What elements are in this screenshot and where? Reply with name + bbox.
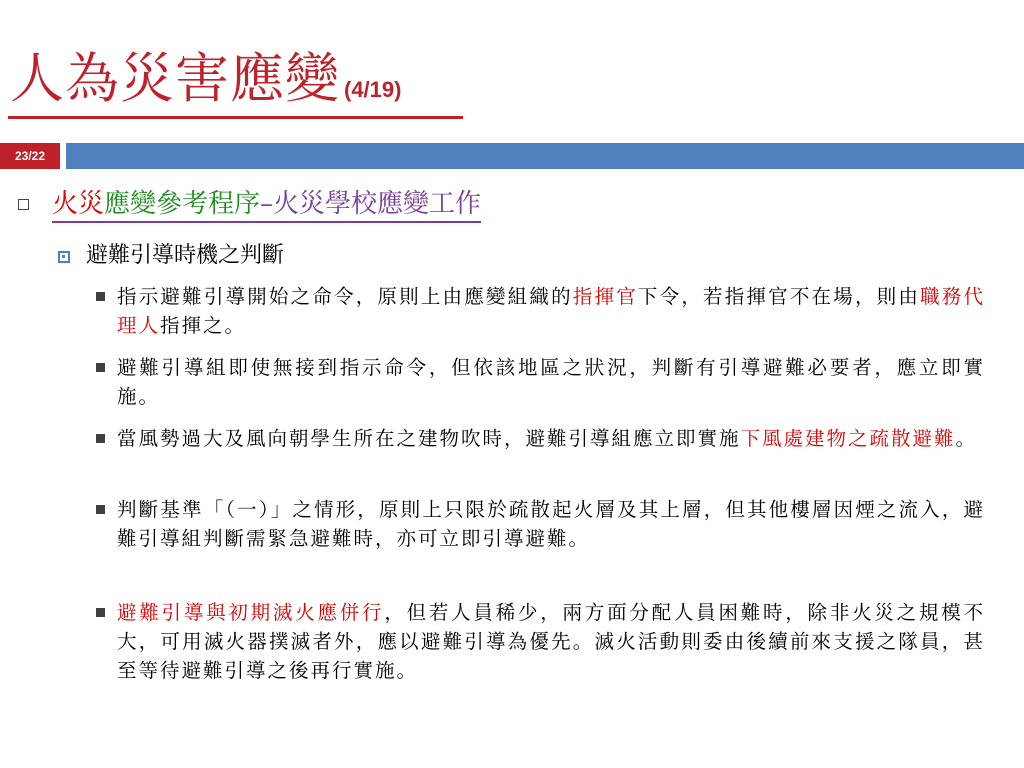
item-text-1: 指示避難引導開始之命令，原則上由應變組織的 <box>117 285 573 308</box>
filled-square-bullet-icon <box>96 292 105 301</box>
title-number: (4/19) <box>344 77 402 102</box>
list-item <box>96 598 986 685</box>
level1-text <box>52 188 481 223</box>
page-number-bar <box>0 143 60 169</box>
item-text: 當風勢過大及風向朝學生所在之建物吹時，避難引導組應立即實施 <box>117 427 741 450</box>
list-item-text <box>117 424 985 453</box>
list-item-text <box>117 598 985 685</box>
level2-text: 避難引導時機之判斷 <box>86 243 285 268</box>
item-text-tail: 。 <box>955 427 978 450</box>
title-main: 人為災害應變 <box>10 47 340 110</box>
item-text-2: 下令，若指揮官不在場，則由 <box>637 285 921 308</box>
item-text: ，但若人員稀少，兩方面分配人員困難時，除非火災之規模不大，可用滅火器撲滅者外，應以避難引導為優先。滅火活動則委由後續前來支援之隊員，甚至等待避難引導之後再行實施。 <box>117 601 985 682</box>
filled-square-bullet-icon <box>96 363 105 372</box>
list-item <box>96 495 986 553</box>
level1-part-green: 應變參考程序 <box>104 189 261 219</box>
level1-part-purple: –火災學校應變工作 <box>260 189 482 219</box>
list-item-text: 判斷基準「（一）」之情形，原則上只限於疏散起火層及其上層，但其他樓層因煙之流入，避難引導組判斷需緊急避難時，亦可立即引導避難。 <box>117 498 985 550</box>
list-item <box>96 353 986 411</box>
list-item-text <box>117 282 985 340</box>
square-bullet-icon <box>58 251 70 263</box>
slide-title <box>10 47 402 110</box>
level1-part-red: 火災 <box>52 189 105 219</box>
item-highlight: 避難引導與初期滅火應併行 <box>117 601 385 624</box>
level1-bullet-item <box>18 188 481 223</box>
header-bar <box>66 143 1024 169</box>
list-item <box>96 424 986 453</box>
hollow-square-bullet-icon <box>18 199 29 210</box>
item-highlight-commander: 指揮官 <box>572 285 638 308</box>
filled-square-bullet-icon <box>96 505 105 514</box>
title-underline <box>8 116 463 119</box>
level2-bullet-item <box>58 240 284 272</box>
page-number: 23/22 <box>14 149 46 163</box>
item-highlight: 下風處建物之疏散避難 <box>740 427 956 450</box>
filled-square-bullet-icon <box>96 608 105 617</box>
list-item-text: 避難引導組即使無接到指示命令，但依該地區之狀況，判斷有引導避難必要者，應立即實施。 <box>117 356 985 408</box>
filled-square-bullet-icon <box>96 434 105 443</box>
item-text-3: 指揮之。 <box>160 314 247 337</box>
list-item <box>96 282 986 340</box>
item-highlight-deputy: 職務代理人 <box>117 285 985 337</box>
